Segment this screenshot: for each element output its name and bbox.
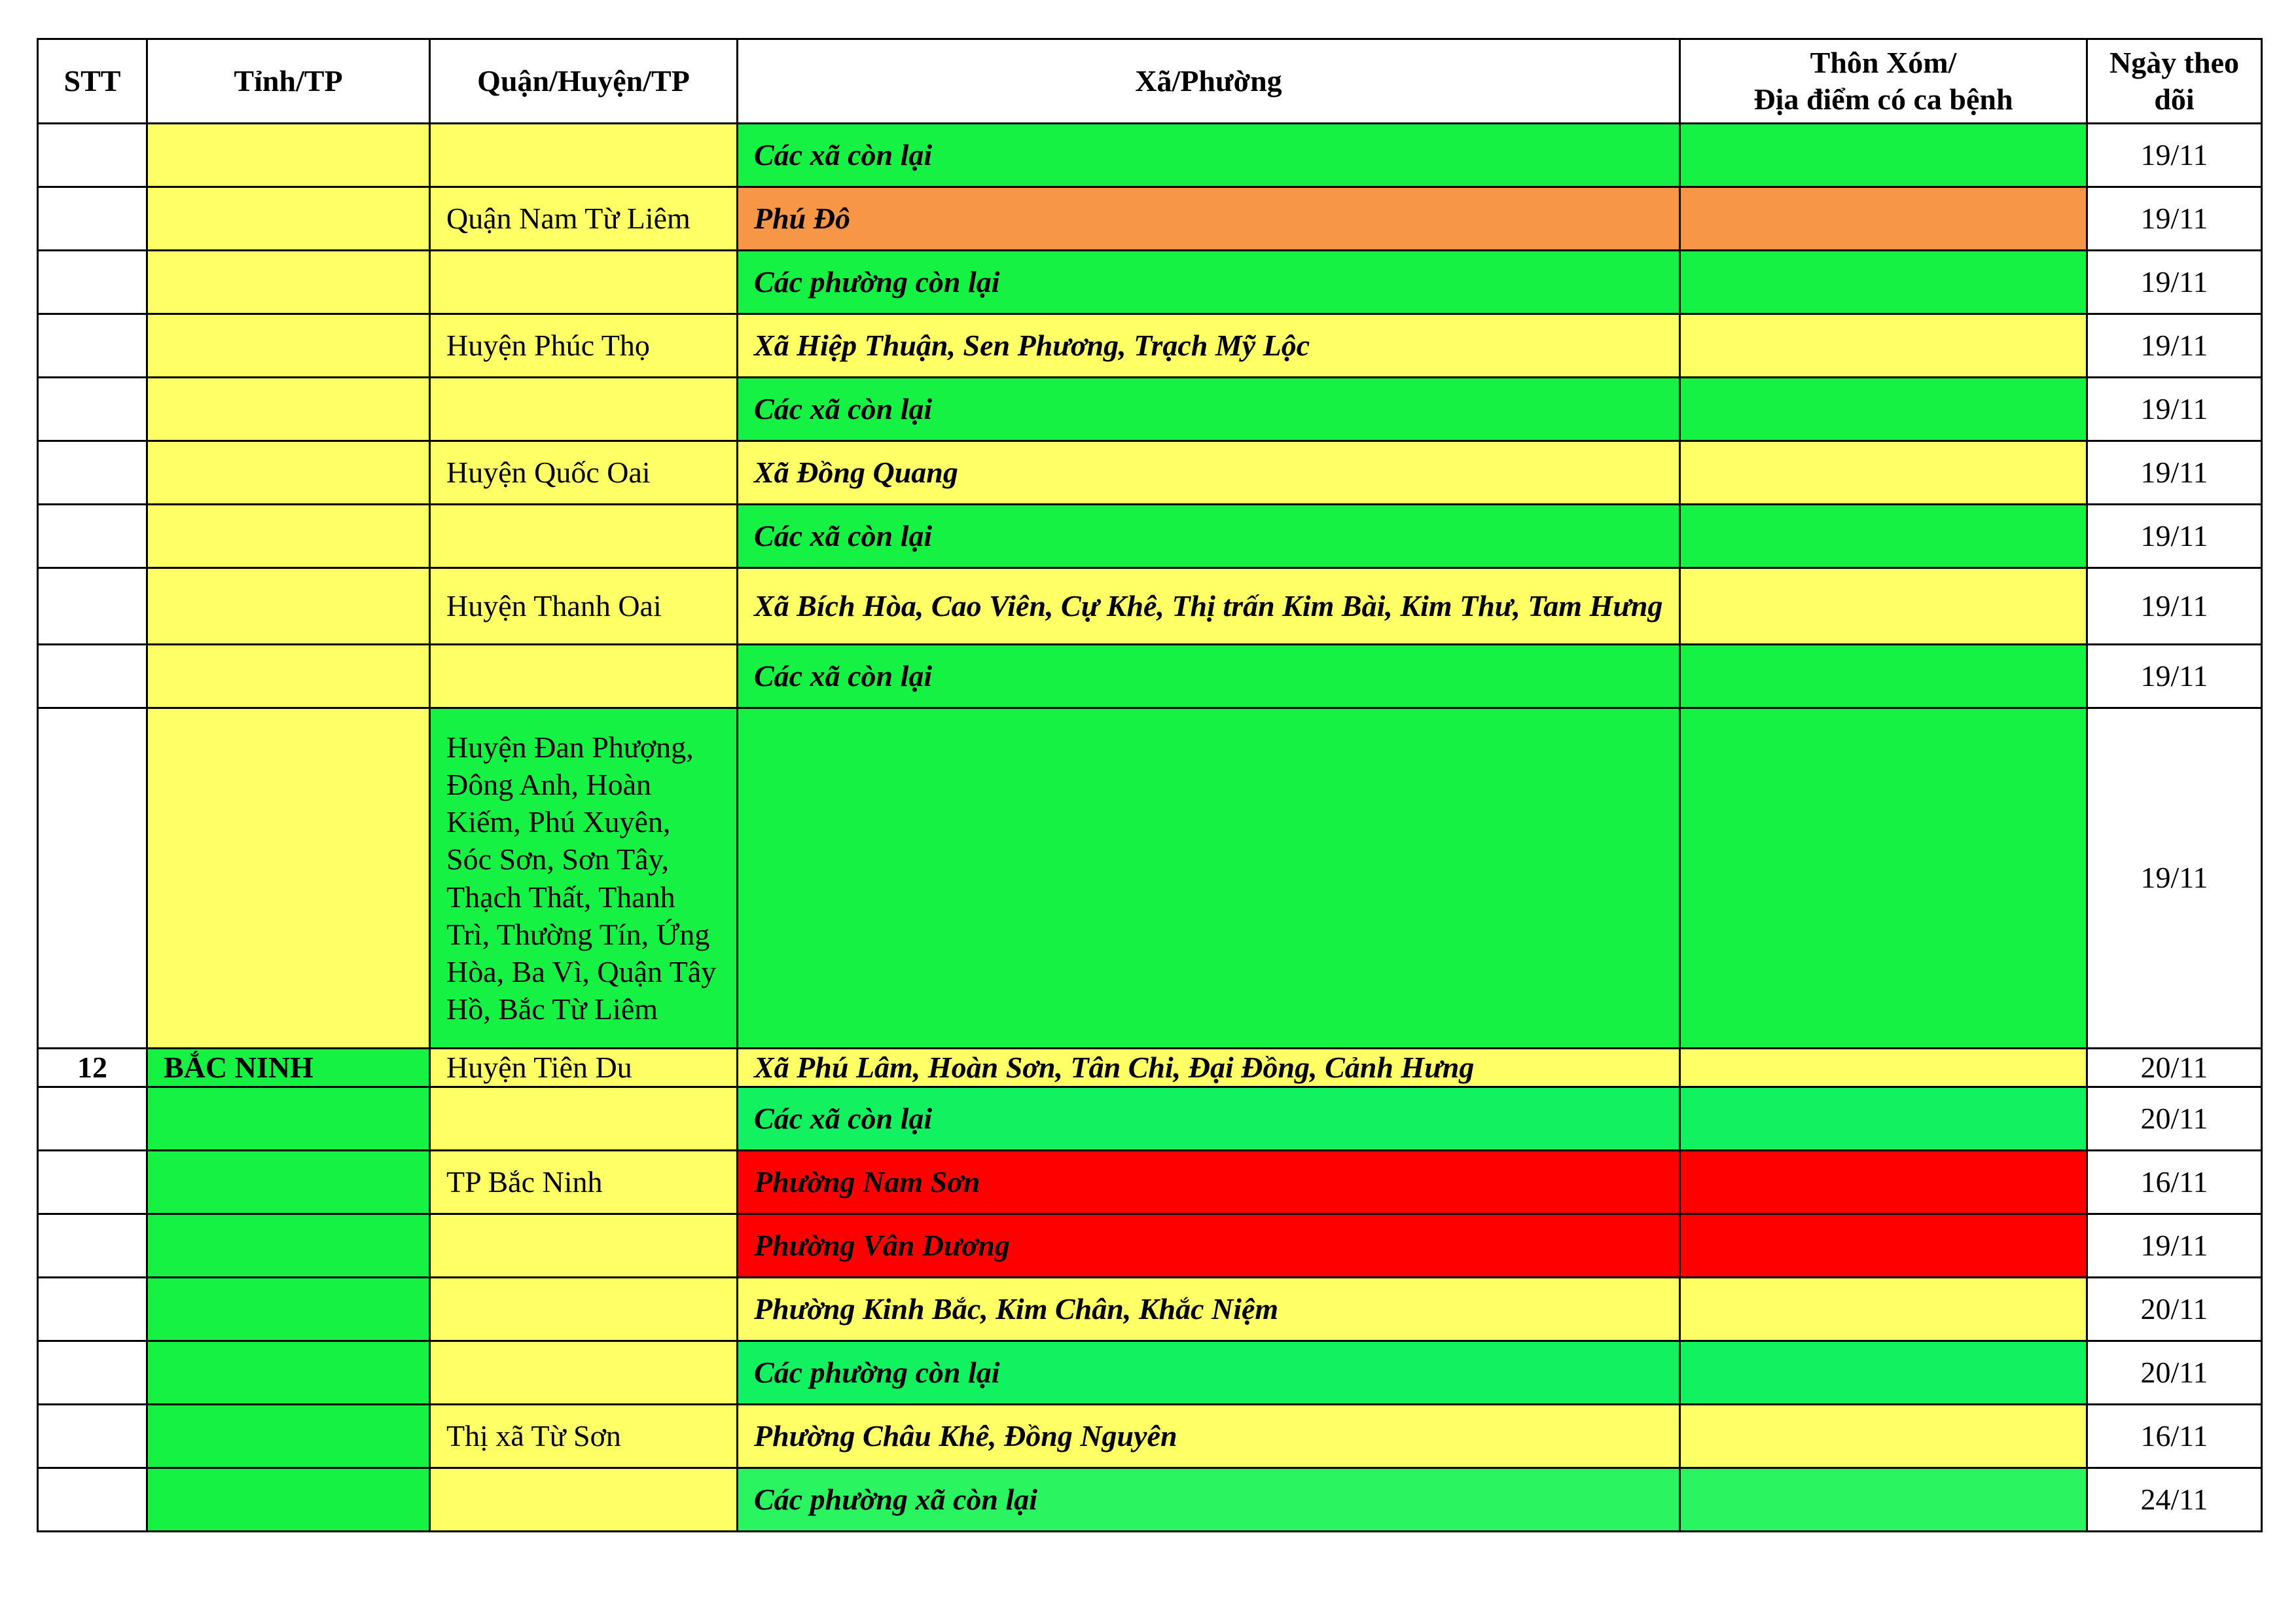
table-row	[38, 251, 2262, 314]
province-cell	[147, 1405, 430, 1468]
covid-risk-table	[37, 38, 2263, 1532]
stt-cell	[38, 124, 147, 187]
table-row	[38, 187, 2262, 251]
stt-cell	[38, 708, 147, 1049]
province-cell	[147, 1214, 430, 1278]
province-cell	[147, 1151, 430, 1214]
commune-cell: Phường Vân Dương	[738, 1214, 1680, 1278]
stt-cell	[38, 645, 147, 708]
district-cell: Thị xã Từ Sơn	[430, 1405, 738, 1468]
stt-cell	[38, 505, 147, 568]
district-cell	[430, 1087, 738, 1151]
stt-cell	[38, 1278, 147, 1341]
header-date-line2: dõi	[2154, 82, 2195, 116]
date-cell: 19/11	[2087, 568, 2262, 645]
province-cell	[147, 568, 430, 645]
province-cell	[147, 1341, 430, 1405]
district-cell: Quận Nam Từ Liêm	[430, 187, 738, 251]
hamlet-cell	[1680, 505, 2087, 568]
district-cell	[430, 1214, 738, 1278]
commune-cell: Xã Phú Lâm, Hoàn Sơn, Tân Chi, Đại Đồng, Cảnh Hưng	[738, 1049, 1680, 1087]
commune-cell: Xã Đồng Quang	[738, 441, 1680, 505]
table-row	[38, 1049, 2262, 1087]
hamlet-cell	[1680, 187, 2087, 251]
date-cell: 19/11	[2087, 251, 2262, 314]
commune-cell: Các phường xã còn lại	[738, 1468, 1680, 1532]
header-district: Quận/Huyện/TP	[430, 39, 738, 124]
date-cell: 19/11	[2087, 314, 2262, 378]
commune-cell: Các xã còn lại	[738, 124, 1680, 187]
stt-cell	[38, 1087, 147, 1151]
province-cell	[147, 505, 430, 568]
date-cell: 16/11	[2087, 1151, 2262, 1214]
district-cell	[430, 251, 738, 314]
header-hamlet-line2: Địa điểm có ca bệnh	[1753, 82, 2013, 116]
stt-cell	[38, 378, 147, 441]
hamlet-cell	[1680, 1468, 2087, 1532]
hamlet-cell	[1680, 1405, 2087, 1468]
district-cell: Huyện Quốc Oai	[430, 441, 738, 505]
date-cell: 19/11	[2087, 378, 2262, 441]
hamlet-cell	[1680, 568, 2087, 645]
district-cell	[430, 378, 738, 441]
commune-cell: Các xã còn lại	[738, 645, 1680, 708]
header-date	[2087, 39, 2262, 124]
header-commune: Xã/Phường	[738, 39, 1680, 124]
district-cell	[430, 1468, 738, 1532]
table-row	[38, 645, 2262, 708]
district-cell: Huyện Tiên Du	[430, 1049, 738, 1087]
date-cell: 19/11	[2087, 708, 2262, 1049]
hamlet-cell	[1680, 645, 2087, 708]
province-cell	[147, 124, 430, 187]
hamlet-cell	[1680, 1341, 2087, 1405]
stt-cell: 12	[38, 1049, 147, 1087]
date-cell: 19/11	[2087, 1214, 2262, 1278]
stt-cell	[38, 1151, 147, 1214]
district-cell	[430, 505, 738, 568]
stt-cell	[38, 1405, 147, 1468]
province-cell	[147, 1087, 430, 1151]
district-cell: Huyện Phúc Thọ	[430, 314, 738, 378]
district-cell: Huyện Đan Phượng, Đông Anh, Hoàn Kiếm, Phú Xuyên, Sóc Sơn, Sơn Tây, Thạch Thất, Thanh Trì, Thường Tín, Ứng Hòa, Ba Vì, Quận Tây Hồ, Bắc Từ Liêm	[430, 708, 738, 1049]
date-cell: 20/11	[2087, 1278, 2262, 1341]
table-row	[38, 1341, 2262, 1405]
hamlet-cell	[1680, 1049, 2087, 1087]
date-cell: 19/11	[2087, 187, 2262, 251]
table-row	[38, 1278, 2262, 1341]
header-stt: STT	[38, 39, 147, 124]
date-cell: 20/11	[2087, 1049, 2262, 1087]
commune-cell: Các phường còn lại	[738, 251, 1680, 314]
table-row	[38, 124, 2262, 187]
district-cell: TP Bắc Ninh	[430, 1151, 738, 1214]
hamlet-cell	[1680, 124, 2087, 187]
table-row	[38, 708, 2262, 1049]
commune-cell: Các xã còn lại	[738, 378, 1680, 441]
province-cell	[147, 1468, 430, 1532]
hamlet-cell	[1680, 314, 2087, 378]
province-cell	[147, 708, 430, 1049]
table-row	[38, 1468, 2262, 1532]
header-date-line1: Ngày theo	[2109, 45, 2240, 79]
document-page	[37, 38, 2263, 1532]
hamlet-cell	[1680, 1278, 2087, 1341]
stt-cell	[38, 187, 147, 251]
date-cell: 24/11	[2087, 1468, 2262, 1532]
table-row	[38, 378, 2262, 441]
date-cell: 19/11	[2087, 645, 2262, 708]
stt-cell	[38, 314, 147, 378]
date-cell: 20/11	[2087, 1341, 2262, 1405]
hamlet-cell	[1680, 441, 2087, 505]
province-cell	[147, 251, 430, 314]
commune-cell: Phường Nam Sơn	[738, 1151, 1680, 1214]
table-row	[38, 1405, 2262, 1468]
commune-cell: Phú Đô	[738, 187, 1680, 251]
date-cell: 16/11	[2087, 1405, 2262, 1468]
province-cell	[147, 187, 430, 251]
province-cell	[147, 378, 430, 441]
province-cell	[147, 1278, 430, 1341]
commune-cell: Các xã còn lại	[738, 1087, 1680, 1151]
hamlet-cell	[1680, 251, 2087, 314]
stt-cell	[38, 441, 147, 505]
hamlet-cell	[1680, 1151, 2087, 1214]
header-hamlet	[1680, 39, 2087, 124]
stt-cell	[38, 1214, 147, 1278]
district-cell	[430, 645, 738, 708]
hamlet-cell	[1680, 1214, 2087, 1278]
table-header-row	[38, 39, 2262, 124]
hamlet-cell	[1680, 378, 2087, 441]
stt-cell	[38, 251, 147, 314]
header-hamlet-line1: Thôn Xóm/	[1810, 45, 1957, 79]
hamlet-cell	[1680, 708, 2087, 1049]
stt-cell	[38, 568, 147, 645]
commune-cell: Phường Kinh Bắc, Kim Chân, Khắc Niệm	[738, 1278, 1680, 1341]
commune-cell	[738, 708, 1680, 1049]
commune-cell: Các xã còn lại	[738, 505, 1680, 568]
header-province: Tỉnh/TP	[147, 39, 430, 124]
district-cell	[430, 1341, 738, 1405]
province-cell: BẮC NINH	[147, 1049, 430, 1087]
district-cell: Huyện Thanh Oai	[430, 568, 738, 645]
commune-cell: Các phường còn lại	[738, 1341, 1680, 1405]
province-cell	[147, 441, 430, 505]
commune-cell: Xã Hiệp Thuận, Sen Phương, Trạch Mỹ Lộc	[738, 314, 1680, 378]
hamlet-cell	[1680, 1087, 2087, 1151]
province-cell	[147, 314, 430, 378]
table-row	[38, 314, 2262, 378]
table-row	[38, 441, 2262, 505]
date-cell: 19/11	[2087, 124, 2262, 187]
commune-cell: Phường Châu Khê, Đồng Nguyên	[738, 1405, 1680, 1468]
province-cell	[147, 645, 430, 708]
stt-cell	[38, 1468, 147, 1532]
stt-cell	[38, 1341, 147, 1405]
commune-cell: Xã Bích Hòa, Cao Viên, Cự Khê, Thị trấn Kim Bài, Kim Thư, Tam Hưng	[738, 568, 1680, 645]
district-cell	[430, 124, 738, 187]
date-cell: 19/11	[2087, 441, 2262, 505]
table-row	[38, 1151, 2262, 1214]
table-row	[38, 1087, 2262, 1151]
district-cell	[430, 1278, 738, 1341]
date-cell: 20/11	[2087, 1087, 2262, 1151]
table-row	[38, 568, 2262, 645]
table-row	[38, 1214, 2262, 1278]
date-cell: 19/11	[2087, 505, 2262, 568]
table-row	[38, 505, 2262, 568]
